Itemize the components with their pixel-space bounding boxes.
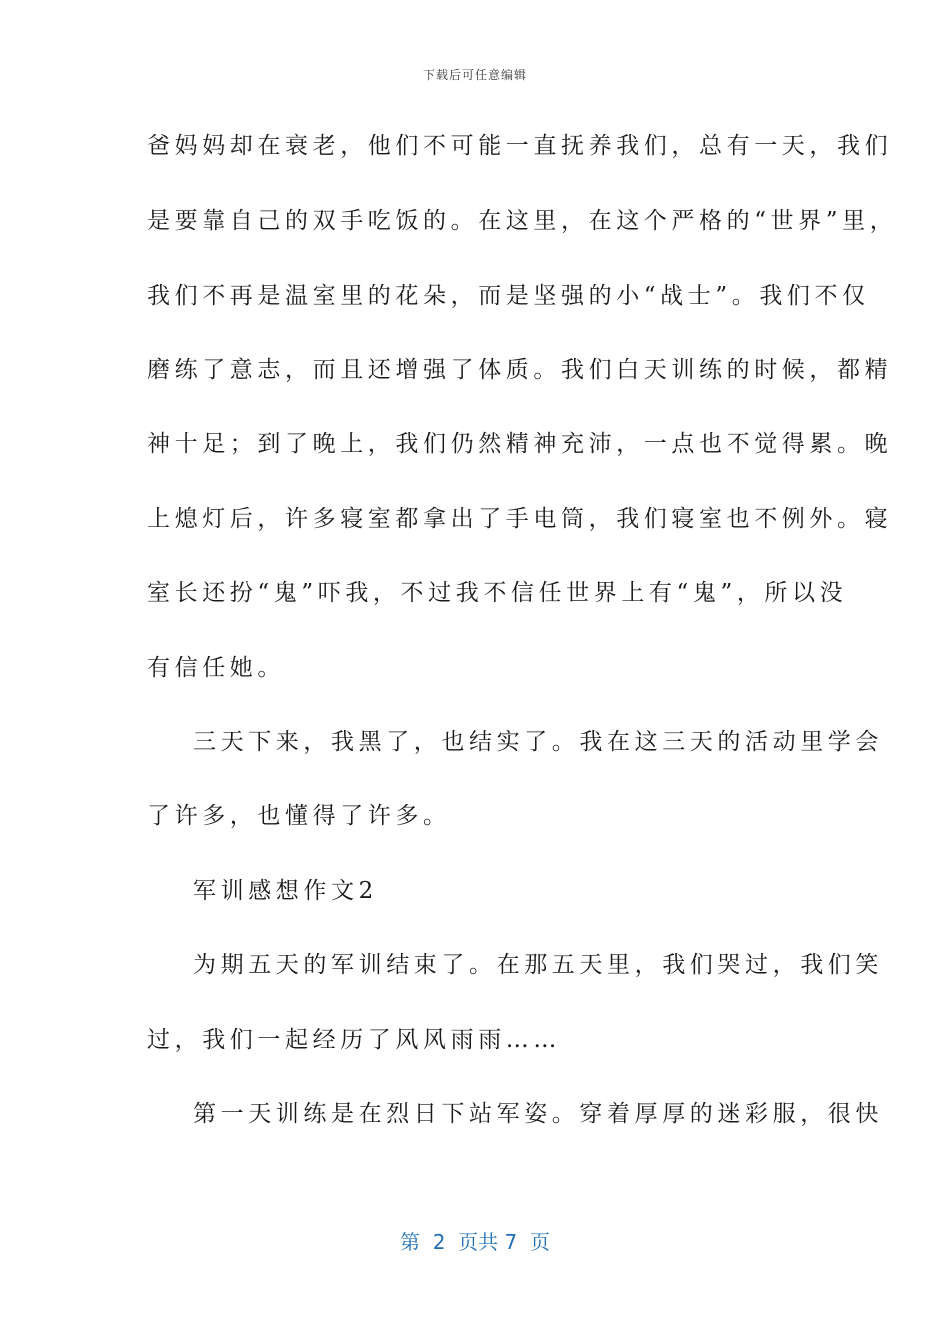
header-note: 下载后可任意编辑 (422, 68, 527, 82)
text-line: 磨练了意志，而且还增强了体质。我们白天训练的时候，都精 (147, 357, 893, 383)
page-number-footer: 第 2 页共 7 页 (400, 1230, 550, 1254)
text-line: 是要靠自己的双手吃饭的。在这里，在这个严格的“世界”里， (147, 208, 898, 234)
text-line: 爸妈妈却在衰老，他们不可能一直抚养我们，总有一天，我们 (147, 133, 893, 159)
text-line: 了许多，也懂得了许多。 (147, 803, 451, 829)
section-heading: 军训感想作文2 (193, 878, 378, 904)
paragraph-start-line: 为期五天的军训结束了。在那五天里，我们哭过，我们笑 (193, 952, 883, 978)
text-line: 过，我们一起经历了风风雨雨…… (147, 1027, 561, 1053)
paragraph-start-line: 第一天训练是在烈日下站军姿。穿着厚厚的迷彩服，很快 (193, 1101, 883, 1127)
text-line: 有信任她。 (147, 655, 285, 681)
text-line: 我们不再是温室里的花朵，而是坚强的小“战士”。我们不仅 (147, 283, 870, 309)
text-line: 上熄灯后，许多寝室都拿出了手电筒，我们寝室也不例外。寝 (147, 506, 893, 532)
paragraph-start-line: 三天下来，我黑了，也结实了。我在这三天的活动里学会 (193, 729, 883, 755)
text-line: 神十足；到了晚上，我们仍然精神充沛，一点也不觉得累。晚 (147, 431, 893, 457)
text-line: 室长还扮“鬼”吓我，不过我不信任世界上有“鬼”，所以没 (147, 580, 848, 606)
